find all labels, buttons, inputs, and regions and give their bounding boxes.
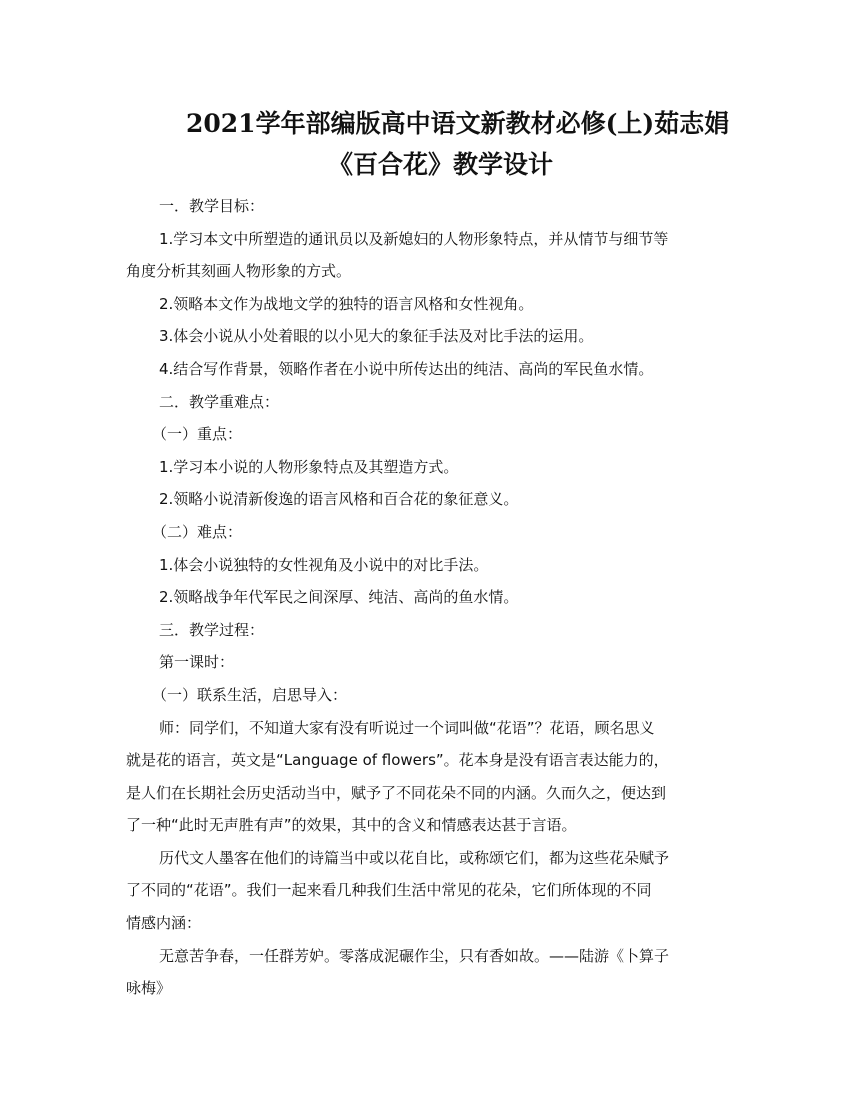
objective-3: 3.体会小说从小处着眼的以小见大的象征手法及对比手法的运用。 — [159, 327, 594, 346]
difficult-point-1: 1.体会小说独特的女性视角及小说中的对比手法。 — [159, 555, 489, 574]
difficult-points-subheading: （二）难点： — [152, 522, 243, 541]
objective-2: 2.领略本文作为战地文学的独特的语言风格和女性视角。 — [159, 294, 534, 313]
lesson-1-subheading: （一）联系生活，启思导入： — [152, 685, 348, 704]
key-difficult-heading: 二．教学重难点： — [159, 392, 280, 411]
objective-1-line-1: 1.学习本文中所塑造的通讯员以及新媳妇的人物形象特点，并从情节与细节等 — [159, 229, 669, 248]
teacher-para-line-2: 就是花的语言，英文是“Language of flowers”。花本身是没有语言表达能力的， — [126, 751, 669, 770]
history-para-line-3: 情感内涵： — [126, 914, 202, 933]
history-para-line-1: 历代文人墨客在他们的诗篇当中或以花自比，或称颂它们，都为这些花朵赋予 — [159, 848, 670, 867]
document-title-line-2: 《百合花》教学设计 — [328, 150, 554, 179]
teacher-para-line-4: 了一种“此时无声胜有声”的效果，其中的含义和情感表达甚于言语。 — [126, 816, 577, 835]
teacher-para-line-3: 是人们在长期社会历史活动当中，赋予了不同花朵不同的内涵。久而久之，便达到 — [126, 783, 667, 802]
process-heading: 三．教学过程： — [159, 620, 265, 639]
key-point-1: 1.学习本小说的人物形象特点及其塑造方式。 — [159, 457, 459, 476]
objective-1-line-2: 角度分析其刻画人物形象的方式。 — [126, 262, 352, 281]
document-title-line-1: 2021学年部编版高中语文新教材必修(上)茹志娟 — [186, 109, 730, 138]
key-points-subheading: （一）重点： — [152, 425, 243, 444]
poem-para-line-1: 无意苦争春，一任群芳妒。零落成泥碾作尘，只有香如故。——陆游《卜算子 — [159, 946, 670, 965]
teacher-para-line-1: 师：同学们，不知道大家有没有听说过一个词叫做“花语”？花语，顾名思义 — [159, 718, 655, 737]
history-para-line-2: 了不同的“花语”。我们一起来看几种我们生活中常见的花朵，它们所体现的不同 — [126, 881, 652, 900]
poem-para-line-2: 咏梅》 — [126, 979, 172, 998]
objective-4: 4.结合写作背景，领略作者在小说中所传达出的纯洁、高尚的军民鱼水情。 — [159, 359, 654, 378]
document-body — [126, 190, 742, 1005]
key-point-2: 2.领略小说清新俊逸的语言风格和百合花的象征意义。 — [159, 490, 519, 509]
lesson-1-heading: 第一课时： — [159, 653, 235, 672]
objectives-heading: 一．教学目标： — [159, 197, 265, 215]
difficult-point-2: 2.领略战争年代军民之间深厚、纯洁、高尚的鱼水情。 — [159, 588, 519, 607]
